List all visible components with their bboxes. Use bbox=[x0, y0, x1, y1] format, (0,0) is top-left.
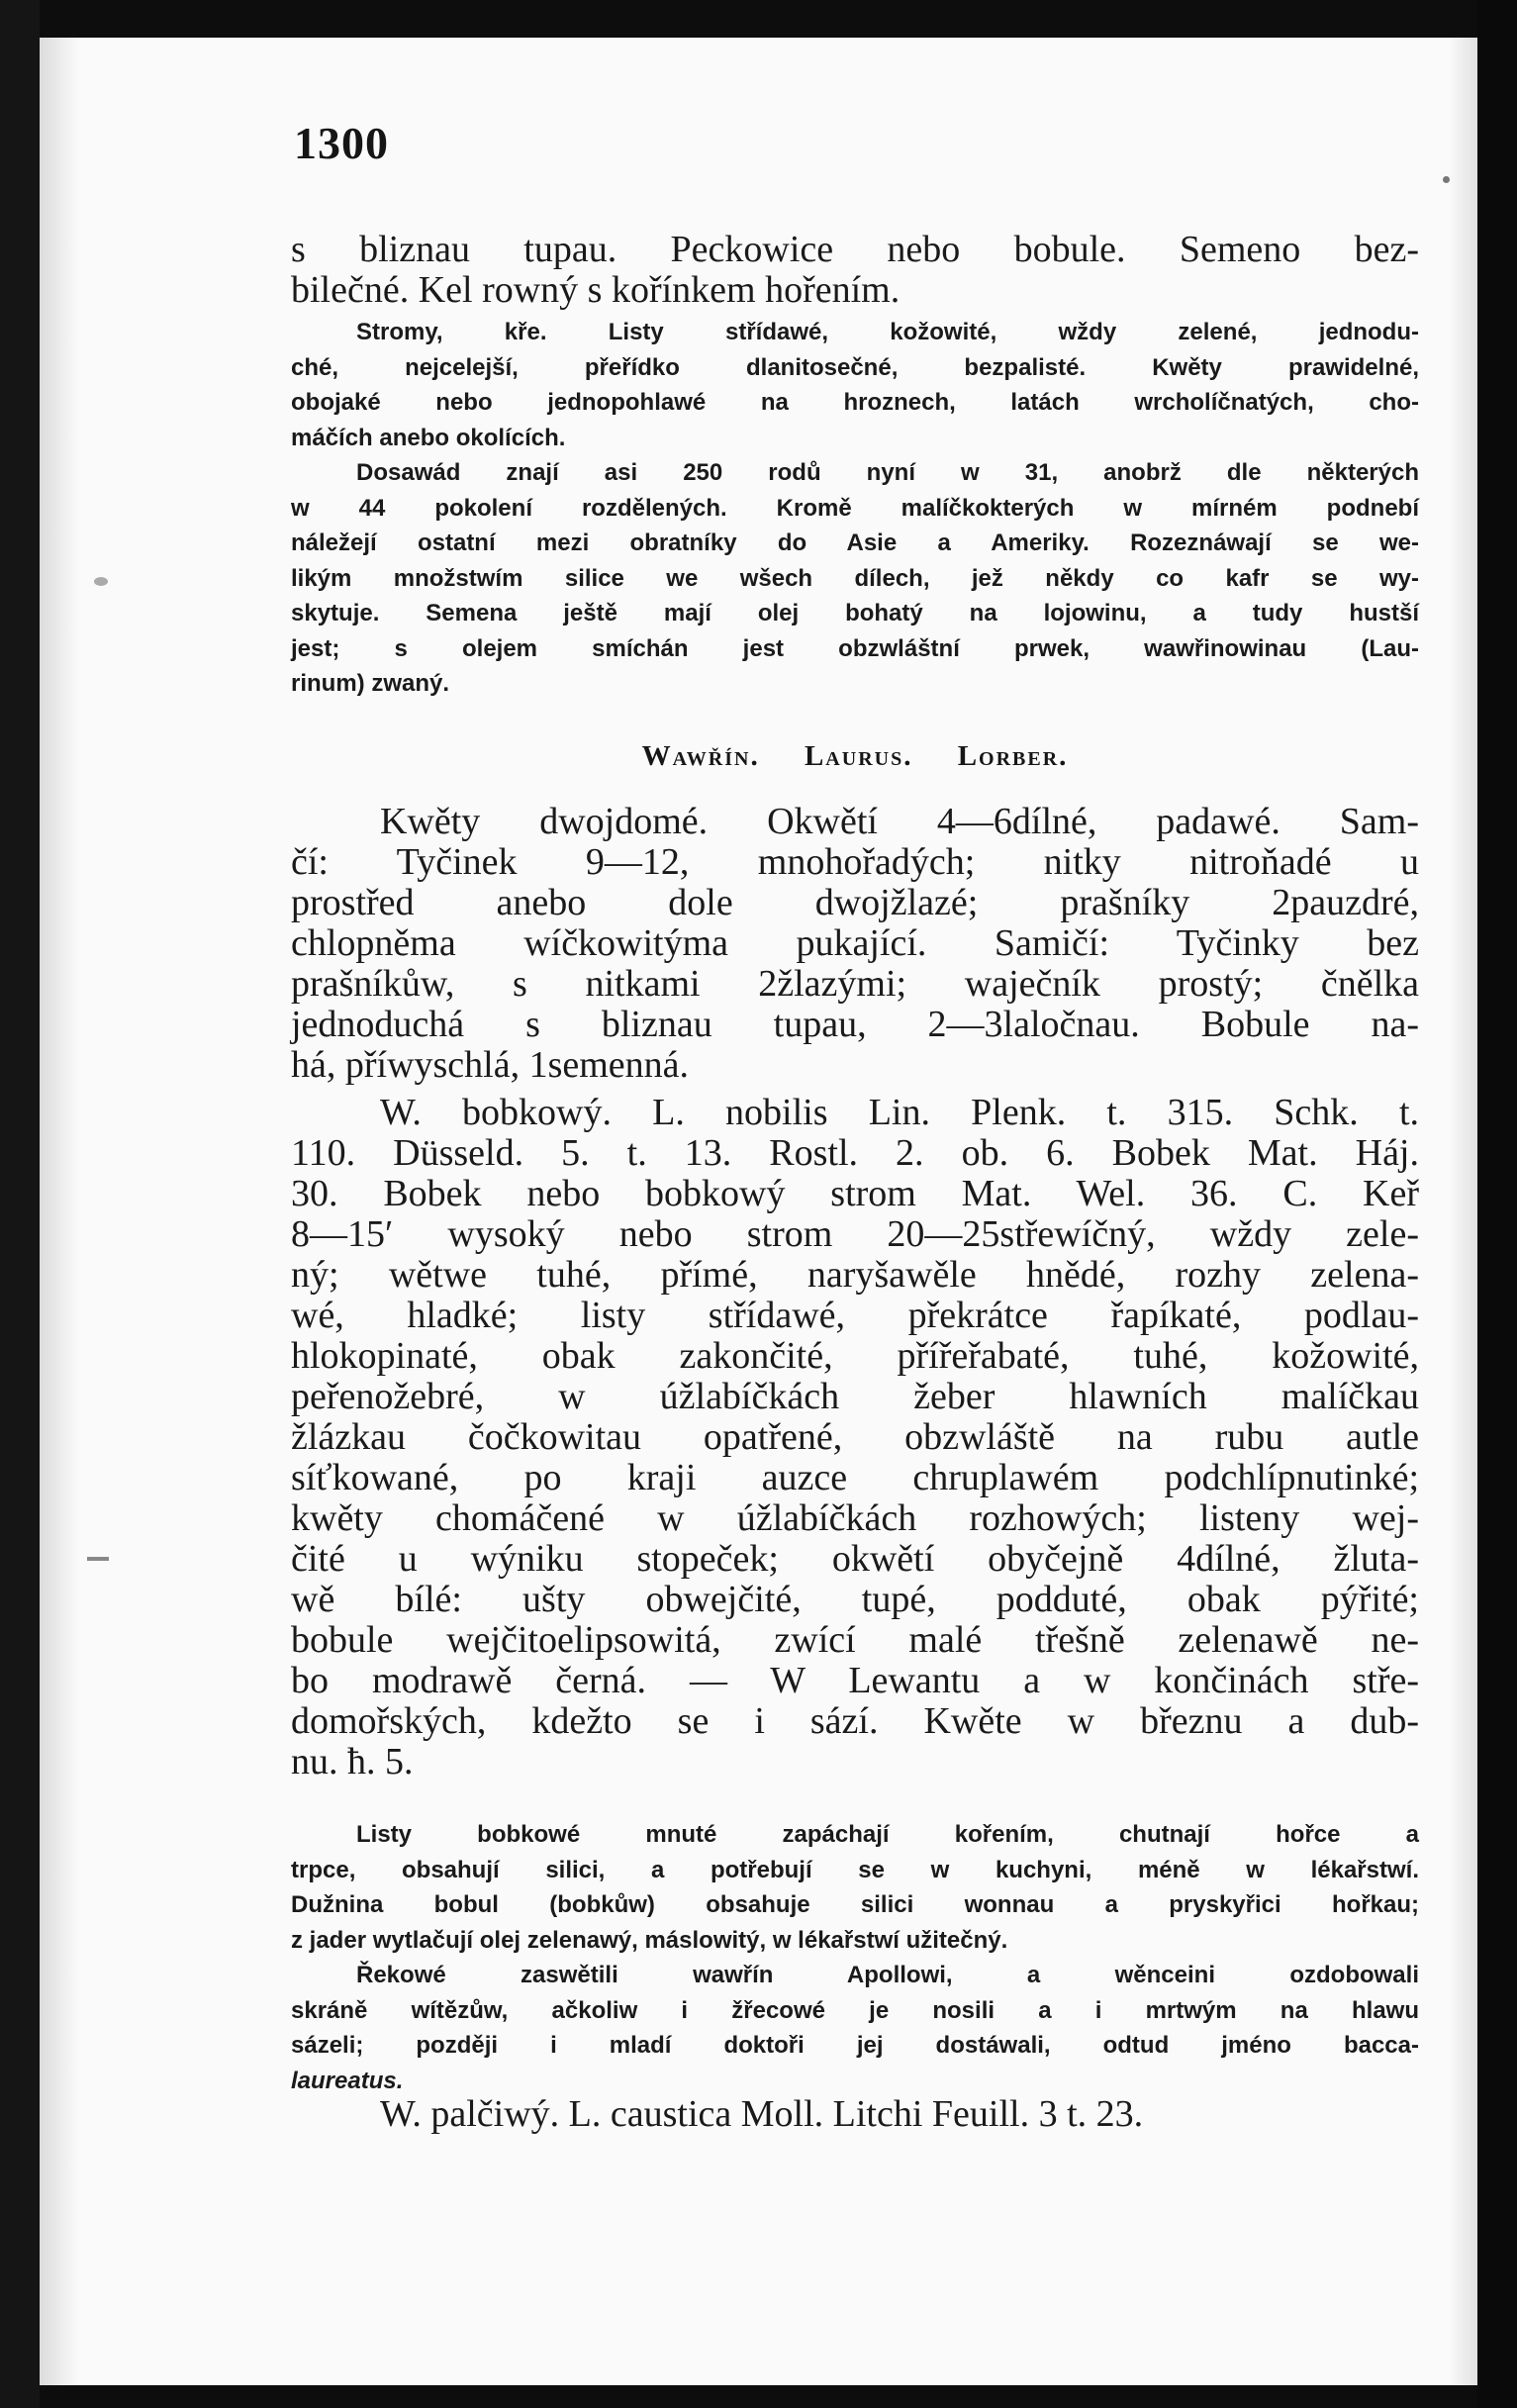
text-line: likým množstwím silice we wšech dílech, jež někdy co kafr se wy- bbox=[291, 564, 1419, 592]
scan-border-right bbox=[1477, 0, 1517, 2408]
text-line: 30. Bobek nebo bobkowý strom Mat. Wel. 36. C. Keř bbox=[291, 1173, 1419, 1214]
text-line: wé, hladké; listy střídawé, překrátce řapíkaté, podlau- bbox=[291, 1295, 1419, 1336]
text-line: peřenožebré, w úžlabíčkách žeber hlawních malíčkau bbox=[291, 1376, 1419, 1417]
text-line: Řekowé zaswětili wawřín Apollowi, a wěnceini ozdobowali bbox=[356, 1962, 1419, 1988]
text-line: trpce, obsahují silici, a potřebují se w kuchyni, méně w lékařstwí. bbox=[291, 1856, 1419, 1883]
family-description bbox=[291, 315, 1419, 702]
text-line: bobule wejčitoelipsowitá, zwící malé třešně zelenawě ne- bbox=[291, 1619, 1419, 1661]
genus-name-czech: Wawřín. bbox=[641, 740, 760, 772]
text-line: čité u wýniku stopeček; okwětí obyčejně 4dílné, žluta- bbox=[291, 1538, 1419, 1580]
text-line: skytuje. Semena ještě mají olej bohatý na lojowinu, a tudy hustší bbox=[291, 600, 1419, 626]
text-line: 8—15′ wysoký nebo strom 20—25střewíčný, wždy zele- bbox=[291, 1213, 1419, 1255]
text-line: nu. ħ. 5. bbox=[291, 1741, 414, 1782]
genus-name-german: Lorber. bbox=[957, 740, 1069, 772]
text-line: prašníkůw, s nitkami 2žlazými; waječník prostý; čnělka bbox=[291, 963, 1419, 1005]
text-line: w 44 pokolení rozdělených. Kromě malíčkokterých w mírném podnebí bbox=[291, 494, 1419, 522]
text-line: žlázkau čočkowitau opatřené, obzwláště na rubu autle bbox=[291, 1416, 1419, 1458]
margin-mark bbox=[87, 1557, 109, 1561]
text-line: Dužnina bobul (bobkůw) obsahuje silici wonnau a pryskyřici hořkau; bbox=[291, 1891, 1419, 1918]
intro-paragraph bbox=[291, 230, 1419, 311]
text-line: máčích anebo okolících. bbox=[291, 424, 566, 451]
genus-description bbox=[291, 802, 1419, 1086]
text-line: bo modrawě černá. — W Lewantu a w končinách stře- bbox=[291, 1660, 1419, 1701]
text-line: náležejí ostatní mezi obratníky do Asie a Ameriky. Rozeznáwají se we- bbox=[291, 530, 1419, 556]
page-number: 1300 bbox=[294, 118, 389, 168]
genus-name-latin: Laurus. bbox=[804, 740, 913, 772]
text-line: chlopněma wíčkowitýma pukající. Samičí: Tyčinky bez bbox=[291, 922, 1419, 964]
paper-blemish bbox=[94, 577, 108, 586]
text-line: W. palčiwý. L. caustica Moll. Litchi Feuill. 3 t. 23. bbox=[380, 2093, 1144, 2135]
text-line: domořských, kdežto se i sází. Kwěte w březnu a dub- bbox=[291, 1700, 1419, 1742]
text-line: obojaké nebo jednopohlawé na hroznech, latách wrcholíčnatých, cho- bbox=[291, 389, 1419, 416]
text-line: 110. Düsseld. 5. t. 13. Rostl. 2. ob. 6. Bobek Mat. Háj. bbox=[291, 1132, 1419, 1174]
page-gutter-shadow bbox=[40, 38, 79, 2385]
text-line: hlokopinaté, obak zakončité, přířeřabaté, tuhé, kožowité, bbox=[291, 1335, 1419, 1377]
text-line: síťkowané, po kraji auzce chruplawém podchlípnutinké; bbox=[291, 1457, 1419, 1498]
genus-heading bbox=[291, 740, 1419, 773]
text-line: prostřed anebo dole dwojžlazé; prašníky 2pauzdré, bbox=[291, 882, 1419, 923]
text-line: Kwěty dwojdomé. Okwětí 4—6dílné, padawé. Sam- bbox=[380, 801, 1419, 842]
text-line: W. bobkowý. L. nobilis Lin. Plenk. t. 315. Schk. t. bbox=[380, 1092, 1419, 1133]
ink-speck bbox=[1443, 176, 1450, 183]
scan-border-left bbox=[0, 0, 40, 2408]
text-line: rinum) zwaný. bbox=[291, 670, 450, 697]
text-line: jednoduchá s bliznau tupau, 2—3laločnau. Bobule na- bbox=[291, 1004, 1419, 1045]
text-line: wě bílé: ušty obwejčité, tupé, podduté, obak pýřité; bbox=[291, 1579, 1419, 1620]
species-laurus-caustica bbox=[291, 2094, 1419, 2135]
text-line: ché, nejcelejší, přeřídko dlanitosečné, bezpalisté. Kwěty prawidelné, bbox=[291, 353, 1419, 381]
text-line: sázeli; později i mladí doktoři jej dostáwali, odtud jméno bacca- bbox=[291, 2032, 1419, 2059]
text-line: s bliznau tupau. Peckowice nebo bobule. Semeno bez- bbox=[291, 229, 1419, 270]
page-edge-shadow bbox=[1448, 38, 1477, 2385]
text-line: Stromy, kře. Listy střídawé, kožowité, wždy zelené, jednodu- bbox=[356, 319, 1419, 345]
uses-paragraph bbox=[291, 1817, 1419, 2098]
text-line: z jader wytlačují olej zelenawý, máslowitý, w lékařstwí užitečný. bbox=[291, 1926, 1008, 1954]
text-line: laureatus. bbox=[291, 2067, 404, 2094]
text-line: bilečné. Kel rowný s kořínkem hořením. bbox=[291, 269, 901, 311]
text-line: čí: Tyčinek 9—12, mnohořadých; nitky nitroňadé u bbox=[291, 841, 1419, 883]
text-line: jest; s olejem smíchán jest obzwláštní prwek, wawřinowinau (Lau- bbox=[291, 634, 1419, 662]
text-line: kwěty chomáčené w úžlabíčkách rozhowých; listeny wej- bbox=[291, 1497, 1419, 1539]
text-line: ný; wětwe tuhé, přímé, naryšawěle hnědé, rozhy zelena- bbox=[291, 1254, 1419, 1296]
text-line: Listy bobkowé mnuté zapáchají kořením, chutnají hořce a bbox=[356, 1821, 1419, 1848]
text-line: skráně wítězůw, ačkoliw i žřecowé je nosili a i mrtwým na hlawu bbox=[291, 1996, 1419, 2024]
text-line: há, příwyschlá, 1semenná. bbox=[291, 1044, 690, 1086]
text-line: Dosawád znají asi 250 rodů nyní w 31, anobrž dle některých bbox=[356, 459, 1419, 486]
species-laurus-nobilis bbox=[291, 1093, 1419, 1782]
